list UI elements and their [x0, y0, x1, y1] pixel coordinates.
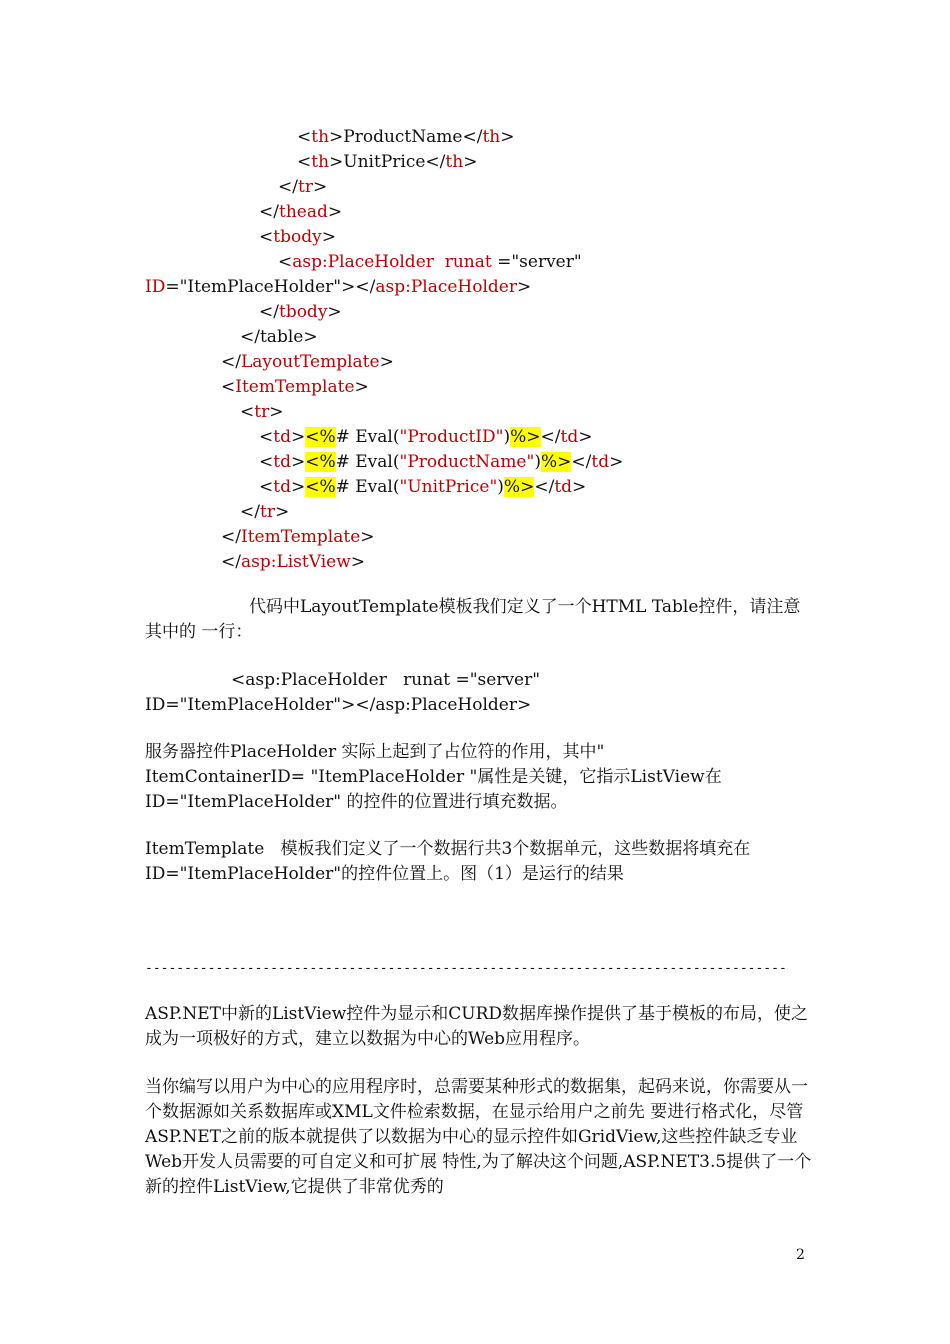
code-line-td-productid: <td><%# Eval("ProductID")%></td>	[259, 427, 593, 447]
code-line-td-productname: <td><%# Eval("ProductName")%></td>	[259, 452, 624, 472]
page-number: 2	[796, 1247, 805, 1263]
paragraph-listview-intro: ASP.NET中新的ListView控件为显示和CURD数据库操作提供了基于模板的布局，使之成为一项极好的方式，建立以数据为中心的Web应用程序。	[145, 1004, 809, 1049]
code-line-thead-close: </thead>	[259, 202, 343, 222]
code-line-th-unitprice: <th>UnitPrice</th>	[297, 152, 478, 172]
code-line-tr-close-2: </tr>	[240, 502, 290, 522]
code-line-th-productname: <th>ProductName</th>	[297, 127, 515, 147]
code-line-itemtemplate-close: </ItemTemplate>	[221, 527, 375, 547]
code-line-placeholder-id: ID="ItemPlaceHolder"></asp:PlaceHolder>	[145, 277, 532, 297]
code-line-table-close: </table>	[240, 327, 318, 347]
paragraph-data-centric: 当你编写以用户为中心的应用程序时，总需要某种形式的数据集，起码来说，你需要从一个数据源如关系数据库或XML文件检索数据，在显示给用户之前先 要进行格式化，尽管ASP.NET之前的版本就提供了以数据为中心的显示控件如GridView,这些控件缺乏专业Web开发人员需要的可自定义和可扩展 特性,为了解决这个问题,ASP.NET3.5提供了一个新的控件ListView,它提供了非常优秀的	[145, 1077, 812, 1197]
section-divider: ----------------------------------------------------------------------------------	[145, 961, 787, 976]
snippet-line-2: ID="ItemPlaceHolder"></asp:PlaceHolder>	[145, 695, 532, 715]
code-line-tr-open: <tr>	[240, 402, 284, 422]
paragraph-itemtemplate: ItemTemplate 模板我们定义了一个数据行共3个数据单元，这些数据将填充在ID="ItemPlaceHolder"的控件位置上。图（1）是运行的结果	[145, 839, 751, 884]
code-line-listview-close: </asp:ListView>	[221, 552, 366, 572]
code-line-tr-close-1: </tr>	[278, 177, 328, 197]
code-line-tbody-open: <tbody>	[259, 227, 336, 247]
snippet-line-1: <asp:PlaceHolder runat ="server"	[231, 670, 541, 690]
code-line-placeholder-open: <asp:PlaceHolder runat ="server"	[278, 252, 582, 272]
code-line-layouttemplate-close: </LayoutTemplate>	[221, 352, 394, 372]
code-line-td-unitprice: <td><%# Eval("UnitPrice")%></td>	[259, 477, 587, 497]
paragraph-layouttemplate: 代码中LayoutTemplate模板我们定义了一个HTML Table控件，请注意其中的 一行：	[145, 597, 801, 642]
code-line-tbody-close: </tbody>	[259, 302, 342, 322]
paragraph-placeholder: 服务器控件PlaceHolder 实际上起到了占位符的作用，其中" ItemContainerID= "ItemPlaceHolder "属性是关键，它指示ListView在 ID="ItemPlaceHolder" 的控件的位置进行填充数据。	[145, 742, 722, 812]
code-line-itemtemplate-open: <ItemTemplate>	[221, 377, 369, 397]
